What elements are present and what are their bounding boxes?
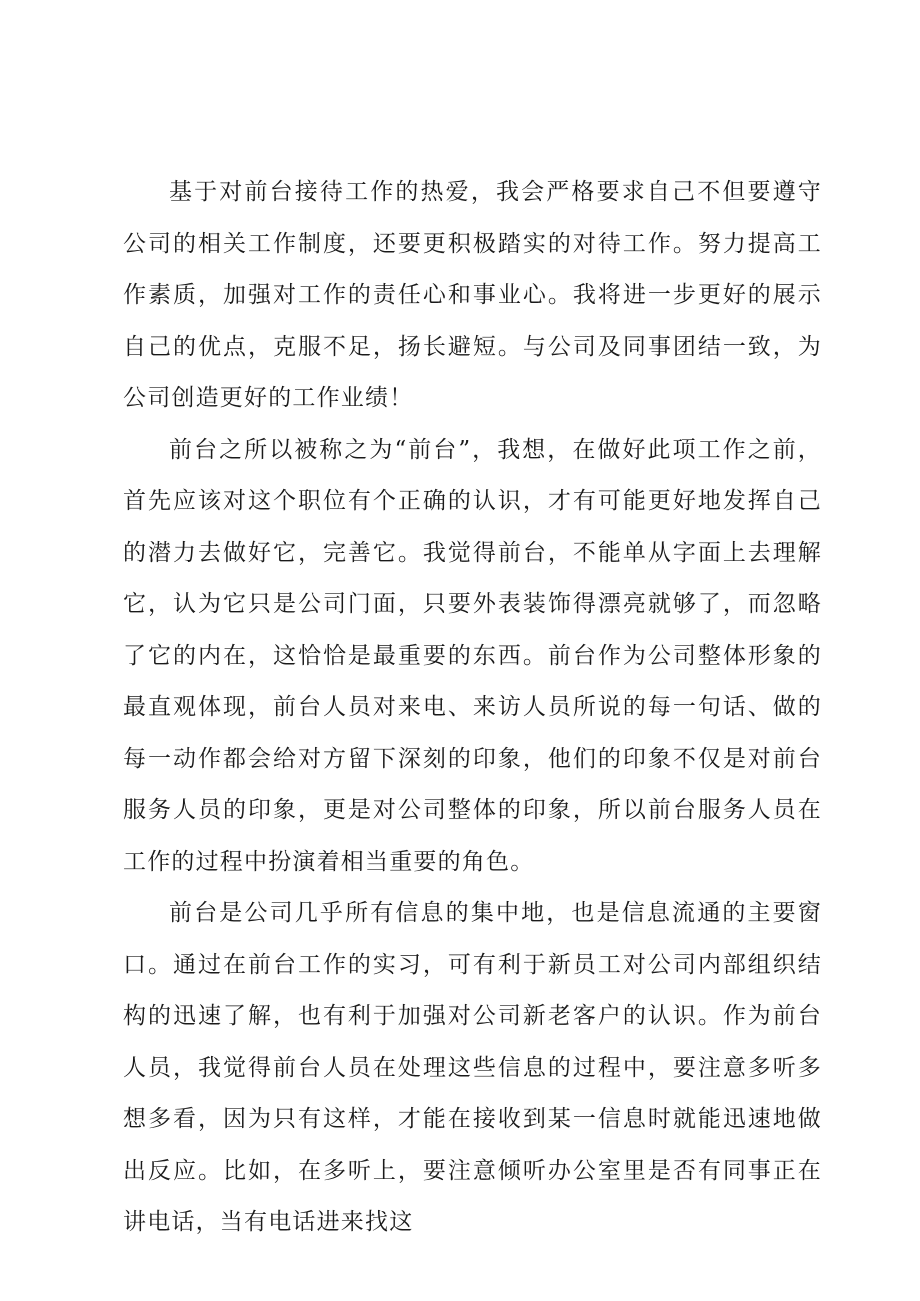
paragraph-2: 前台之所以被称之为“前台”，我想，在做好此项工作之前，首先应该对这个职位有个正确的认识，才有可能更好地发挥自己的潜力去做好它，完善它。我觉得前台，不能单从字面上去理解它，认为它只是公司门面，只要外表装饰得漂亮就够了，而忽略了它的内在，这恰恰是最重要的东西。前台作为公司整体形象的最直观体现，前台人员对来电、来访人员所说的每一句话、做的每一动作都会给对方留下深刻的印象，他们的印象不仅是对前台服务人员的印象，更是对公司整体的印象，所以前台服务人员在工作的过程中扮演着相当重要的角色。 — [123, 436, 822, 875]
paragraph-3: 前台是公司几乎所有信息的集中地，也是信息流通的主要窗口。通过在前台工作的实习，可有利于新员工对公司内部组织结构的迅速了解，也有利于加强对公司新老客户的认识。作为前台人员，我觉得前台人员在处理这些信息的过程中，要注意多听多想多看，因为只有这样，才能在接收到某一信息时就能迅速地做出反应。比如，在多听上，要注意倾听办公室里是否有同事正在讲电话，当有电话进来找这 — [123, 900, 822, 1235]
paragraph-1: 基于对前台接待工作的热爱，我会严格要求自己不但要遵守公司的相关工作制度，还要更积极踏实的对待工作。努力提高工作素质，加强对工作的责任心和事业心。我将进一步更好的展示自己的优点，克服不足，扬长避短。与公司及同事团结一致，为公司创造更好的工作业绩！ — [123, 179, 822, 411]
document-body — [123, 167, 822, 1249]
